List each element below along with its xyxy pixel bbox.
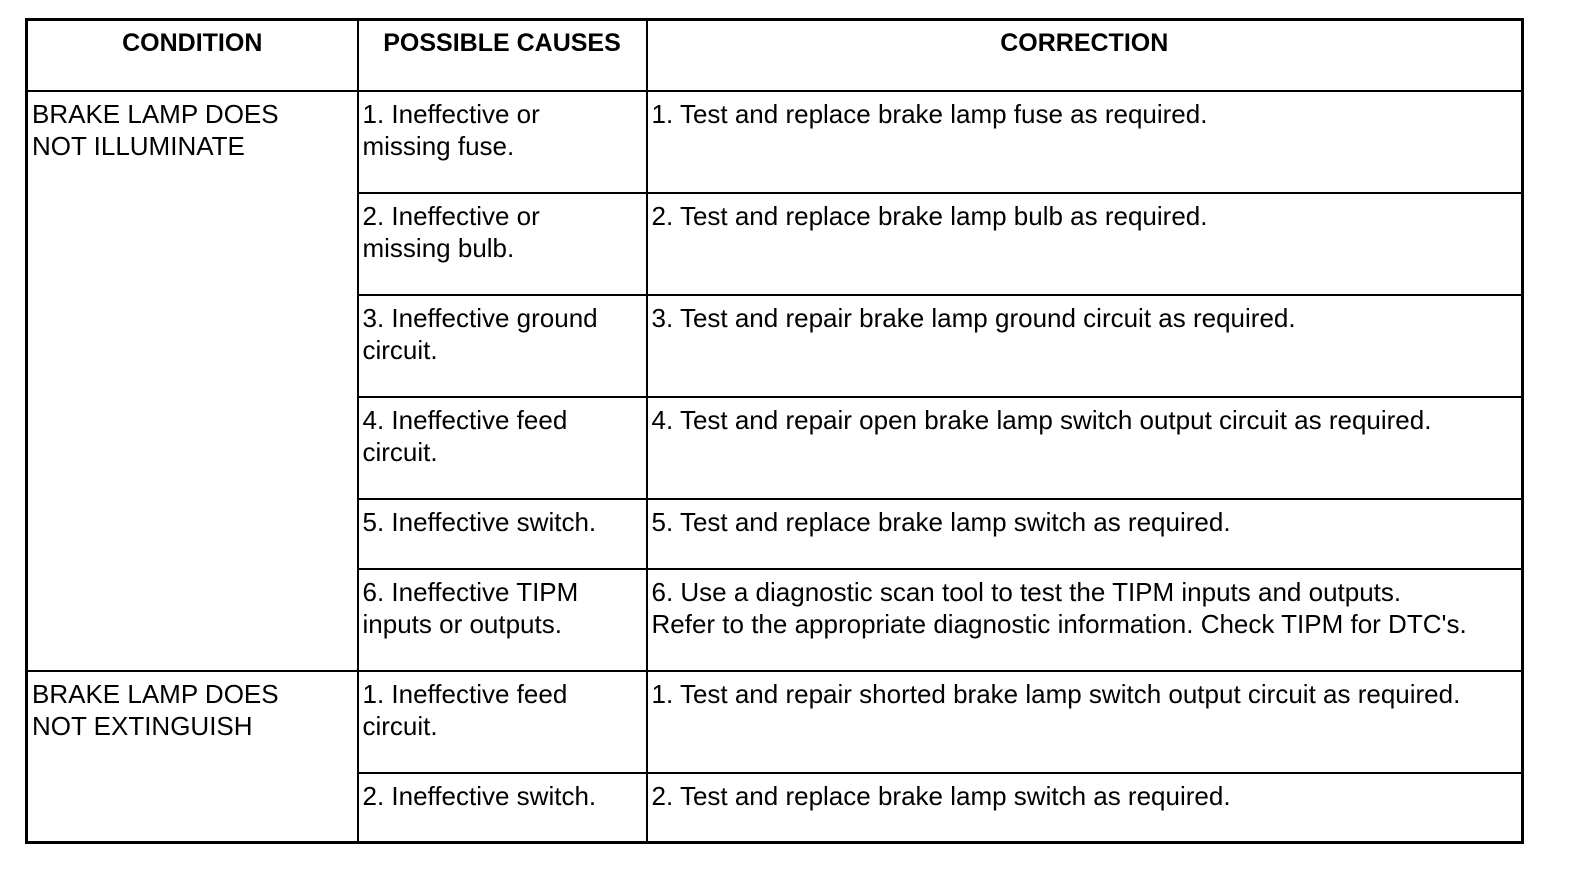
cause-cell: 2. Ineffective or missing bulb. bbox=[358, 193, 647, 295]
correction-cell: 5. Test and replace brake lamp switch as required. bbox=[647, 499, 1523, 569]
condition-cell: BRAKE LAMP DOES NOT EXTINGUISH bbox=[27, 671, 358, 843]
correction-cell: 1. Test and replace brake lamp fuse as required. bbox=[647, 91, 1523, 193]
cause-cell: 1. Ineffective or missing fuse. bbox=[358, 91, 647, 193]
correction-cell: 2. Test and replace brake lamp switch as required. bbox=[647, 773, 1523, 843]
cause-cell: 2. Ineffective switch. bbox=[358, 773, 647, 843]
header-possible-causes: POSSIBLE CAUSES bbox=[358, 20, 647, 91]
correction-cell: 1. Test and repair shorted brake lamp switch output circuit as required. bbox=[647, 671, 1523, 773]
condition-cell: BRAKE LAMP DOES NOT ILLUMINATE bbox=[27, 91, 358, 671]
cause-cell: 3. Ineffective ground circuit. bbox=[358, 295, 647, 397]
header-correction: CORRECTION bbox=[647, 20, 1523, 91]
header-condition: CONDITION bbox=[27, 20, 358, 91]
table-row bbox=[27, 91, 1523, 193]
diagnosis-table bbox=[25, 18, 1524, 844]
cause-cell: 6. Ineffective TIPM inputs or outputs. bbox=[358, 569, 647, 671]
correction-cell: 4. Test and repair open brake lamp switch output circuit as required. bbox=[647, 397, 1523, 499]
table-row bbox=[27, 671, 1523, 773]
header-row bbox=[27, 20, 1523, 91]
cause-cell: 1. Ineffective feed circuit. bbox=[358, 671, 647, 773]
cause-cell: 4. Ineffective feed circuit. bbox=[358, 397, 647, 499]
correction-cell: 3. Test and repair brake lamp ground circuit as required. bbox=[647, 295, 1523, 397]
correction-cell: 2. Test and replace brake lamp bulb as required. bbox=[647, 193, 1523, 295]
cause-cell: 5. Ineffective switch. bbox=[358, 499, 647, 569]
correction-cell: 6. Use a diagnostic scan tool to test the TIPM inputs and outputs. Refer to the appropriate diagnostic information. Check TIPM for DTC's. bbox=[647, 569, 1523, 671]
